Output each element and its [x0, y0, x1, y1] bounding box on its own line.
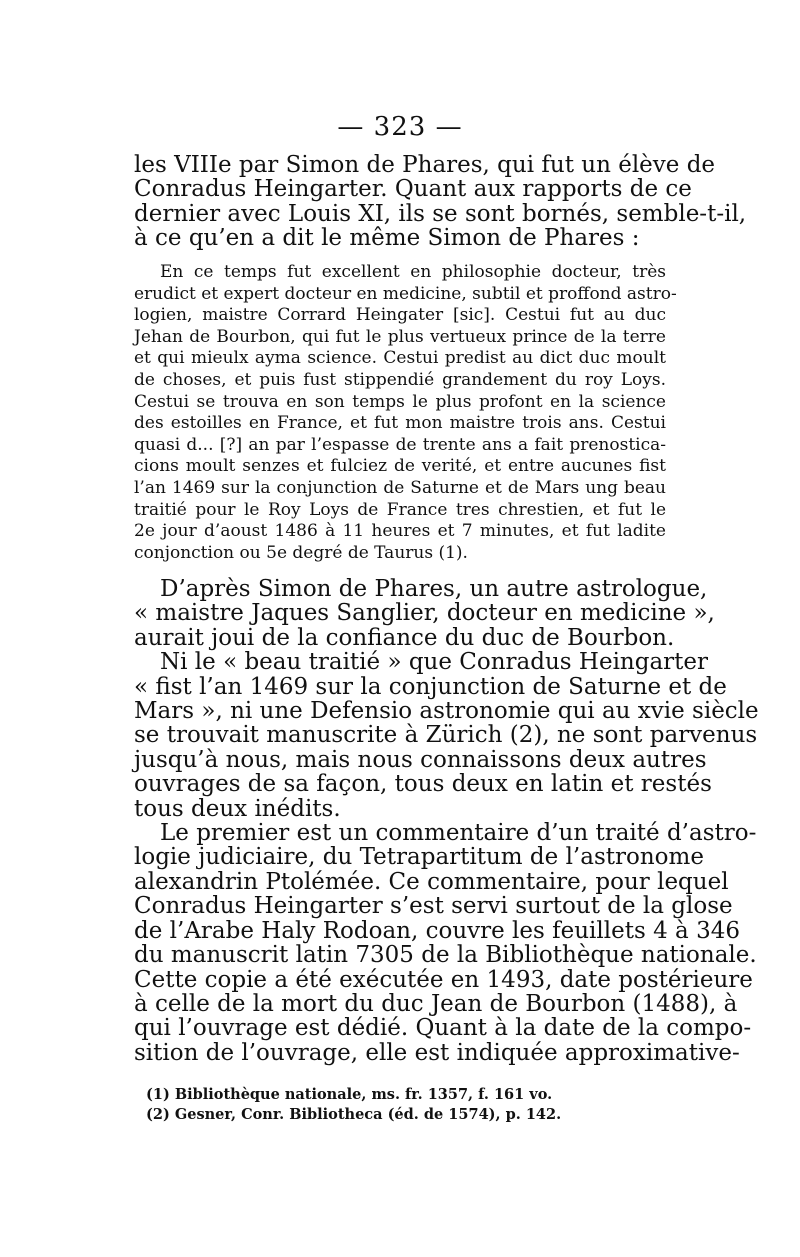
text-line: logie judiciaire, du Tetrapartitum de l’astronome — [134, 844, 704, 871]
text-line: ouvrages de sa façon, tous deux en latin et restés — [134, 771, 712, 798]
body-text — [134, 576, 759, 1066]
text-line: Le premier est un commentaire d’un traité d’astro- — [160, 820, 757, 847]
text-line: jusqu’à nous, mais nous connaissons deux autres — [134, 746, 707, 773]
quote-line: 2e jour d’aoust 1486 à 11 heures et 7 minutes, et fut ladite — [134, 521, 666, 542]
text-line: se trouvait manuscrite à Zürich (2), ne sont parvenus — [134, 722, 758, 749]
text-line: « maistre Jaques Sanglier, docteur en medicine », — [134, 600, 715, 627]
quote-line: conjonction ou 5e degré de Taurus (1). — [134, 542, 468, 563]
text-line: Conradus Heingarter s’est servi surtout de la glose — [134, 893, 733, 920]
text-line: à ce qu’en a dit le même Simon de Phares : — [134, 225, 640, 252]
text-line: Cette copie a été exécutée en 1493, date postérieure — [134, 966, 753, 993]
footnotes — [134, 1085, 666, 1125]
opening-paragraph — [134, 152, 747, 252]
text-line: aurait joui de la confiance du duc de Bourbon. — [134, 624, 675, 651]
text-line: du manuscrit latin 7305 de la Bibliothèque nationale. — [134, 942, 757, 969]
quote-line: Cestui se trouva en son temps le plus profont en la science — [134, 391, 666, 412]
text-line: sition de l’ouvrage, elle est indiquée approximative- — [134, 1039, 740, 1066]
footnote: (1) Bibliothèque nationale, ms. fr. 1357, f. 161 vo. — [146, 1086, 553, 1103]
quote-line: En ce temps fut excellent en philosophie docteur, très — [160, 262, 666, 282]
quote-line: cions moult senzes et fulciez de verité, et entre aucunes fist — [134, 456, 666, 477]
text-line: dernier avec Louis XI, ils se sont bornés, semble-t-il, — [134, 200, 747, 227]
block-quotation — [134, 262, 677, 564]
quote-line: de choses, et puis fust stippendié grandement du roy Loys. — [134, 369, 666, 390]
text-line: qui l’ouvrage est dédié. Quant à la date de la compo- — [134, 1015, 752, 1042]
text-line: « fist l’an 1469 sur la conjunction de Saturne et de — [134, 673, 727, 700]
text-line: de l’Arabe Haly Rodoan, couvre les feuillets 4 à 346 — [134, 917, 740, 944]
quote-line: l’an 1469 sur la conjunction de Saturne et de Mars ung beau — [134, 477, 666, 498]
quote-line: des estoilles en France, et fut mon maistre trois ans. Cestui — [134, 413, 666, 434]
text-line: à celle de la mort du duc Jean de Bourbon (1488), à — [134, 990, 738, 1017]
quote-line: erudict et expert docteur en medicine, subtil et proffond astro- — [134, 283, 677, 304]
page-number: — 323 — — [337, 112, 463, 142]
quote-line: Jehan de Bourbon, qui fut le plus vertueux prince de la terre — [134, 326, 666, 347]
quote-line: quasi d... [?] an par l’espasse de trente ans a fait prenostica- — [134, 434, 666, 455]
quote-line: logien, maistre Corrard Heingater [sic]. Cestui fut au duc — [134, 305, 666, 326]
text-line: Ni le « beau traitié » que Conradus Heingarter — [160, 649, 709, 676]
text-line: tous deux inédits. — [134, 795, 341, 822]
text-line: Mars », ni une Defensio astronomie qui au xvie siècle — [134, 698, 759, 725]
text-line: alexandrin Ptolémée. Ce commentaire, pour lequel — [134, 868, 729, 895]
quote-line: et qui mieulx ayma science. Cestui predist au dict duc moult — [134, 348, 666, 369]
text-line: Conradus Heingarter. Quant aux rapports de ce — [134, 176, 692, 203]
quote-line: traitié pour le Roy Loys de France tres chrestien, et fut le — [134, 499, 666, 520]
footnote: (2) Gesner, Conr. Bibliotheca (éd. de 1574), p. 142. — [146, 1106, 562, 1123]
text-line: les VIIIe par Simon de Phares, qui fut un élève de — [134, 152, 716, 178]
text-line: D’après Simon de Phares, un autre astrologue, — [160, 576, 708, 602]
